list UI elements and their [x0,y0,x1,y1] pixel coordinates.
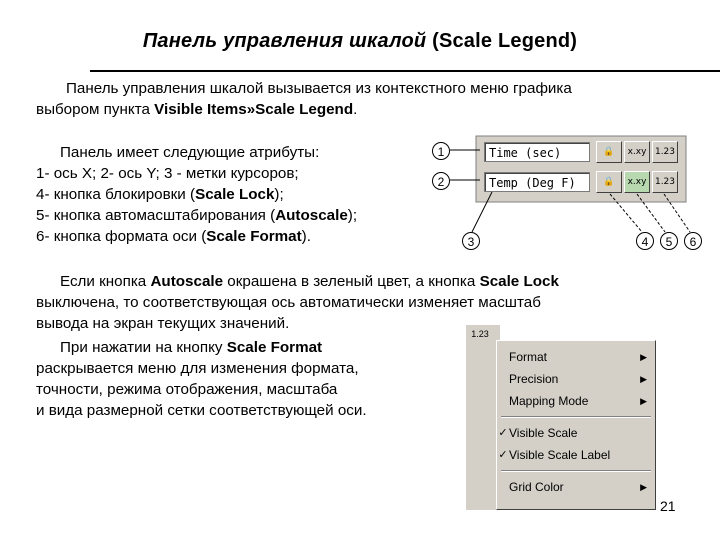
intro-line-2-end: . [353,101,358,118]
callout-6: 6 [684,232,702,250]
attr-2-end: ); [274,186,284,203]
attr-3-end: ); [347,207,358,224]
callout-3: 3 [462,232,480,250]
callout-4: 4 [636,232,654,250]
title-underline [90,70,720,72]
attributes-heading: Панель имеет следующие атрибуты: [60,144,320,161]
menu-item-label: Precision [509,372,559,386]
menu-item-label: Visible Scale Label [509,448,611,462]
checkmark-icon: ✓ [498,449,508,461]
menu-item-label: Visible Scale [509,426,578,440]
y-scale-lock-button[interactable] [596,171,622,193]
lock-icon: 🔒 [603,177,615,187]
page-number: 21 [660,498,676,514]
scale-legend-illustration [432,134,720,254]
submenu-arrow-icon: ▶ [640,396,647,406]
x-autoscale-button[interactable]: x.xy [624,141,650,163]
format-para-line-4: и вида размерной сетки соответствующей оси. [36,402,367,419]
attributes-line-3 [36,205,357,226]
submenu-arrow-icon: ▶ [640,352,647,362]
title-latin: (Scale Legend) [432,30,578,52]
format-para-line-1 [60,337,322,358]
autoscale-text-2: окрашена в зеленый цвет, а кнопка [223,273,480,290]
attributes-line-4 [36,226,311,247]
intro-menu-path: Visible Items»Scale Legend [154,101,354,118]
attr-3-text: 5- кнопка автомасштабирования ( [36,207,276,224]
menu-item-grid-color[interactable] [497,477,655,497]
callout-5: 5 [660,232,678,250]
x-scale-format-button[interactable]: 1.23 [652,141,678,163]
submenu-arrow-icon: ▶ [640,374,647,384]
menu-item-visible-scale-label[interactable] [497,445,655,465]
menu-item-mapping-mode[interactable] [497,391,655,411]
format-para-line-3: точности, режима отображения, масштаба [36,381,338,398]
menu-separator [501,470,651,472]
attr-4-bold: Scale Format [206,228,302,245]
menu-item-visible-scale[interactable] [497,423,655,443]
submenu-arrow-icon: ▶ [640,482,647,492]
callout-1: 1 [432,142,450,160]
page-title [0,30,720,53]
scale-lock-bold: Scale Lock [479,273,559,290]
attr-4-text: 6- кнопка формата оси ( [36,228,207,245]
x-scale-lock-button[interactable] [596,141,622,163]
attr-4-end: ). [301,228,311,245]
scale-format-menu-illustration [466,325,656,525]
attr-2-text: 4- кнопка блокировки ( [36,186,196,203]
menu-item-label: Mapping Mode [509,394,589,408]
attributes-line-1: 1- ось X; 2- ось Y; 3 - метки курсоров; [36,165,299,182]
menu-format-button[interactable]: 1.23 [471,329,489,339]
menu-item-label: Grid Color [509,480,564,494]
autoscale-bold: Autoscale [150,273,224,290]
menu-item-label: Format [509,350,548,364]
lock-icon: 🔒 [603,147,615,157]
y-autoscale-button[interactable]: x.xy [624,171,650,193]
intro-line-2-text: выбором пункта [36,101,155,118]
autoscale-text-1: Если кнопка [60,273,151,290]
intro-line-1: Панель управления шкалой вызывается из контекстного меню графика [66,80,572,97]
y-axis-name-field[interactable]: Temp (Deg F) [484,172,590,192]
scale-format-bold: Scale Format [226,339,323,356]
attr-2-bold: Scale Lock [195,186,275,203]
attributes-line-2 [36,184,284,205]
menu-item-format[interactable] [497,347,655,367]
menu-item-precision[interactable] [497,369,655,389]
autoscale-para-line-1 [60,271,559,292]
x-axis-name-field[interactable]: Time (sec) [484,142,590,162]
checkmark-icon: ✓ [498,427,508,439]
format-text-1: При нажатии на кнопку [60,339,227,356]
y-scale-format-button[interactable]: 1.23 [652,171,678,193]
intro-line-2 [36,99,357,120]
autoscale-para-line-3: вывода на экран текущих значений. [36,315,290,332]
autoscale-para-line-2: выключена, то соответствующая ось автоматически изменяет масштаб [36,294,541,311]
title-russian: Панель управления шкалой [142,30,427,52]
menu-backdrop [466,325,500,510]
callout-2: 2 [432,172,450,190]
attr-3-bold: Autoscale [275,207,348,224]
context-menu [496,340,656,510]
menu-separator [501,416,651,418]
format-para-line-2: раскрывается меню для изменения формата, [36,360,359,377]
